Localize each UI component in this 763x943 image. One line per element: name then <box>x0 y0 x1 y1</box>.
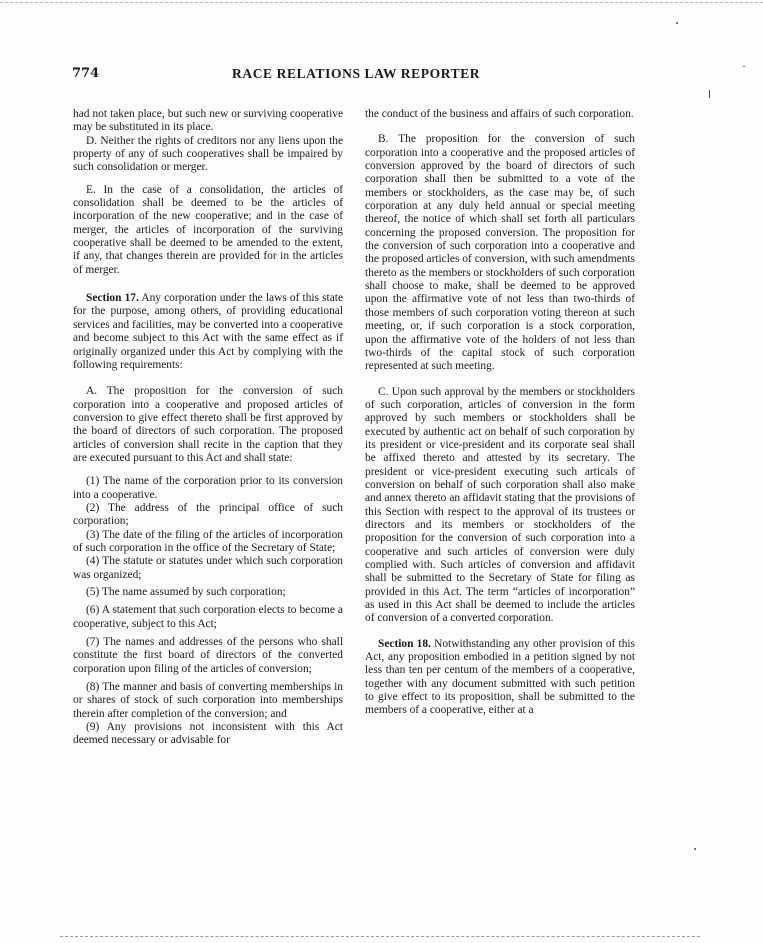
section-17 <box>73 292 343 372</box>
paragraph-continuation: had not taken place, but such new or surviving cooperative may be substituted in its place. <box>73 108 343 134</box>
section-18-heading: Section 18. <box>378 637 431 650</box>
paragraph-b: B. The proposition for the conversion of such corporation into a cooperative and the proposed articles of conversion approved by the board of directors of such corporation shall then be submitted to a vote of the members or stockholders, as the case may be, of such corporation at any duly held annual or special meeting thereof, the notice of which shall set forth all particulars concerning the proposed conversion. The proposition for the conversion of such corporation into a cooperative and the proposed articles of conversion, with such amendments thereto as the members or stockholders of such corporation shall choose to make, shall be deemed to be approved upon the affirmative vote of not less than two-thirds of those members of such corporation voting thereon at such meeting, or, if such corporation is a stock corporation, upon the affirmative vote of the holders of not less than two-thirds of the capital stock of such corporation represented at such meeting. <box>365 133 635 373</box>
left-column <box>73 108 343 748</box>
scan-speck <box>676 22 678 24</box>
running-head: RACE RELATIONS LAW REPORTER <box>232 66 481 81</box>
list-item-7: (7) The names and addresses of the persons who shall constitute the first board of directors of the converted corporation upon filing of the articles of conversion; <box>73 636 343 675</box>
list-item-5: (5) The name assumed by such corporation; <box>86 586 286 598</box>
scan-speck <box>709 90 710 98</box>
scan-speck <box>694 848 696 850</box>
page-top-edge <box>0 2 763 3</box>
list-item-8: (8) The manner and basis of converting memberships in or shares of stock of such corporation into memberships therein after completion of the conversion; and <box>73 681 343 720</box>
section-17-heading: Section 17. <box>86 292 139 305</box>
section-18 <box>365 638 635 718</box>
list-item-3: (3) The date of the filing of the articles of incorporation of such corporation in the office of the Secretary of State; <box>73 528 343 554</box>
right-column <box>365 108 635 718</box>
section-18-text: Notwithstanding any other provision of this Act, any proposition embodied in a petition signed by not less than ten per centum of the members of a cooperative, together with any document submitted with such petition to give effect to its proposition, shall be submitted to the members of a cooperative, either at a <box>365 637 635 717</box>
section-17-text: Any corporation under the laws of this state for the purpose, among others, of providing educational services and facilities, may be converted into a cooperative and become subject to this Act with the same effect as if originally organized under this Act by complying with the following requirements: <box>73 292 343 371</box>
scan-speck <box>743 66 745 67</box>
page-header <box>72 66 642 82</box>
list-item-4: (4) The statute or statutes under which such corporation was organized; <box>73 555 343 581</box>
paragraph-continuation-right: the conduct of the business and affairs of such corporation. <box>365 108 634 120</box>
paragraph-c: C. Upon such approval by the members or stockholders of such corporation, articles of conversion in the form approved by such members or stockholders shall be executed by authentic act on behalf of such corporation by its president or vice-president and its corporate seal shall be affixed thereto and attested by its secretary. The president or vice-president executing such articals of conversion on behalf of such corporation shall also make and annex thereto an affidavit stating that the provisions of this Section with respect to the approval of its trustees or directors and its members or stockholders of the proposition for the conversion of such corporation into a cooperative and such articles of conversion were duly complied with. Such articles of conversion and affidavit shall be submitted to the Secretary of State for filing as provided in this Act. The term “articles of incorporation” as used in this Act shall be deemed to include the articles of conversion of a converted corporation. <box>365 385 635 625</box>
list-item-9: (9) Any provisions not inconsistent with this Act deemed necessary or advisable for <box>73 721 343 747</box>
list-item-1: (1) The name of the corporation prior to its conversion into a cooperative. <box>73 475 343 501</box>
page-bottom-edge <box>60 936 700 937</box>
list-item-6: (6) A statement that such corporation elects to become a cooperative, subject to this Act; <box>73 604 343 630</box>
paragraph-e: E. In the case of a consolidation, the articles of consolidation shall be deemed to be the articles of incorporation of the new cooperative; and in the case of merger, the articles of incorporation of the surviving cooperative shall be deemed to be amended to the extent, if any, that changes therein are provided for in the articles of merger. <box>73 183 343 276</box>
page-number: 774 <box>72 66 100 81</box>
paragraph-d: D. Neither the rights of creditors nor any liens upon the property of any of such cooperatives shall be impaired by such consolidation or merger. <box>73 134 343 174</box>
paragraph-a: A. The proposition for the conversion of such corporation into a cooperative and proposed articles of conversion to give effect thereto shall be first approved by the board of directors of such corporation. The proposed articles of conversion shall recite in the caption that they are executed pursuant to this Act and shall state: <box>73 385 343 464</box>
list-item-2: (2) The address of the principal office of such corporation; <box>73 501 343 528</box>
